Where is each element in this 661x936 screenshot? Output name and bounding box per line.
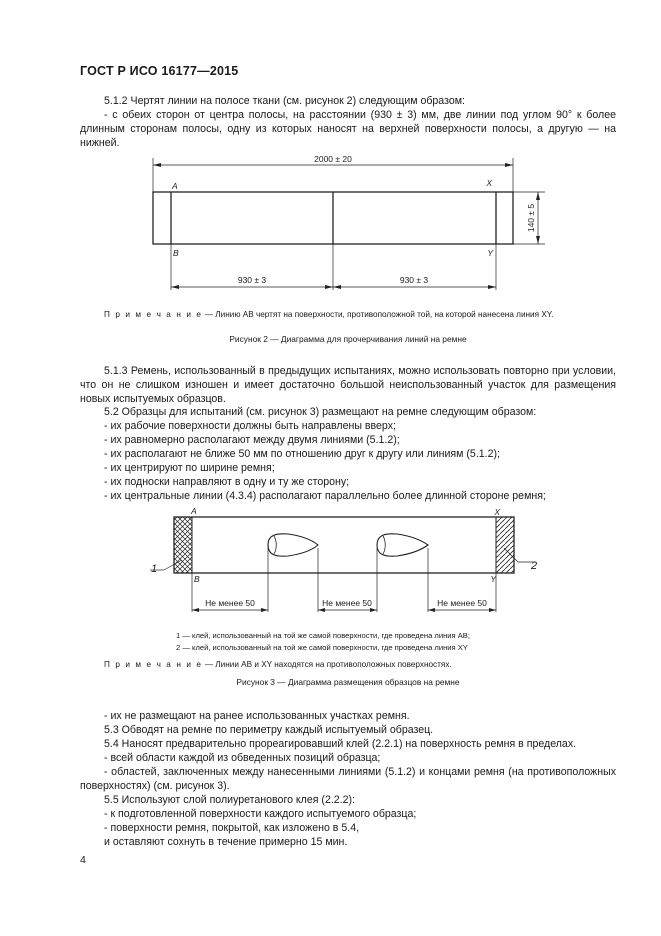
figure-3-legend-1: 1 — клей, использованный на той же самой поверхности, где проведена линия AB; xyxy=(176,631,470,640)
list-item: - их располагают не ближе 50 мм по отношению друг к другу или линиям (5.1.2); xyxy=(104,448,500,460)
paragraph-5-1-3: 5.1.3 Ремень, использованный в предыдущих испытаниях, можно использовать повторно при условии, что он не слишком изношен и имеет достаточно большой неиспользованный участок для размещения новых испытуемых образцов. xyxy=(80,365,616,405)
paragraph-5-1-2: 5.1.2 Чертят линии на полосе ткани (см. рисунок 2) следующим образом: xyxy=(104,95,465,107)
label-x: X xyxy=(494,507,500,517)
list-item: - их центральные линии (4.3.4) располагают параллельно более длинной стороне ремня; xyxy=(104,490,546,502)
figure-3-note xyxy=(104,659,452,670)
dim-label: Не менее 50 xyxy=(437,598,487,608)
paragraph-5-5: 5.5 Используют слой полиуретанового клея (2.2.2): xyxy=(104,794,355,806)
callout-2: 2 xyxy=(531,560,538,572)
list-item: - их рабочие поверхности должны быть направлены вверх; xyxy=(104,420,396,432)
list-item: - к подготовленной поверхности каждого испытуемого образца; xyxy=(104,808,417,820)
figure-3-caption: Рисунок 3 — Диаграмма размещения образцов на ремне xyxy=(236,677,460,687)
figure-2-diagram xyxy=(140,150,560,298)
note-text: — Линию AB чертят на поверхности, противоположной той, на которой нанесена линия XY. xyxy=(202,310,554,319)
specimen-outline xyxy=(268,534,318,556)
label-x: X xyxy=(486,178,492,188)
dim-left-label: 930 ± 3 xyxy=(237,275,267,285)
paragraph-5-2: 5.2 Образцы для испытаний (см. рисунок 3) размещают на ремне следующим образом: xyxy=(104,406,537,418)
paragraph-5-4: 5.4 Наносят предварительно прореагировавший клей (2.2.1) на поверхность ремня в пределах. xyxy=(104,738,577,750)
figure-2-note xyxy=(104,309,553,320)
note-prefix: П р и м е ч а н и е xyxy=(104,660,203,669)
list-item: - их центрируют по ширине ремня; xyxy=(104,462,275,474)
figure-3-diagram xyxy=(140,504,560,624)
dim-label: Не менее 50 xyxy=(322,598,372,608)
paragraph-5-5-end: и оставляют сохнуть в течение примерно 15 мин. xyxy=(104,836,348,848)
page-number: 4 xyxy=(80,854,86,866)
adhesive-area-xy xyxy=(496,517,514,573)
note-prefix: П р и м е ч а н и е xyxy=(104,310,203,319)
list-item: - поверхности ремня, покрытой, как изложено в 5.4, xyxy=(104,822,360,834)
figure-3-legend-2: 2 — клей, использованный на той же самой поверхности, где проведена линия XY xyxy=(176,643,468,652)
list-item: - их подноски направляют в одну и ту же сторону; xyxy=(104,476,350,488)
dim-height-label: 140 ± 5 xyxy=(526,203,536,233)
list-item: - их равномерно располагают между двумя линиями (5.1.2); xyxy=(104,434,400,446)
paragraph-5-1-2-item: - с обеих сторон от центра полосы, на расстоянии (930 ± 3) мм, две линии под углом 90° к более длинным сторонам полосы, одну из которых наносят на верхней поверхности полосы, а другую — на нижней. xyxy=(80,109,616,149)
label-y: Y xyxy=(487,248,493,258)
dim-label: Не менее 50 xyxy=(205,598,255,608)
label-y: Y xyxy=(490,574,496,584)
belt xyxy=(174,517,514,573)
label-a: A xyxy=(172,181,178,191)
note-text: — Линии AB и XY находятся на противоположных поверхностях. xyxy=(202,660,452,669)
dim-total-label: 2000 ± 20 xyxy=(314,154,352,164)
adhesive-area-ab xyxy=(174,517,192,573)
figure-2-caption: Рисунок 2 — Диаграмма для прочерчивания линий на ремне xyxy=(229,334,467,344)
callout-1: 1 xyxy=(151,563,158,575)
label-a: A xyxy=(191,506,197,516)
paragraph-5-3: 5.3 Обводят на ремне по периметру каждый испытуемый образец. xyxy=(104,724,434,736)
list-item: - областей, заключенных между нанесенными линиями (5.1.2) и концами ремня (на противоположных поверхностях) (см. рисунок 3). xyxy=(80,766,616,792)
label-b: B xyxy=(194,574,200,584)
document-header: ГОСТ Р ИСО 16177—2015 xyxy=(80,64,239,78)
list-item: - их не размещают на ранее использованных участках ремня. xyxy=(104,710,410,722)
list-item: - всей области каждой из обведенных позиций образца; xyxy=(104,752,381,764)
specimen-outline xyxy=(377,534,428,556)
label-b: B xyxy=(173,248,179,258)
dim-right-label: 930 ± 3 xyxy=(399,275,429,285)
